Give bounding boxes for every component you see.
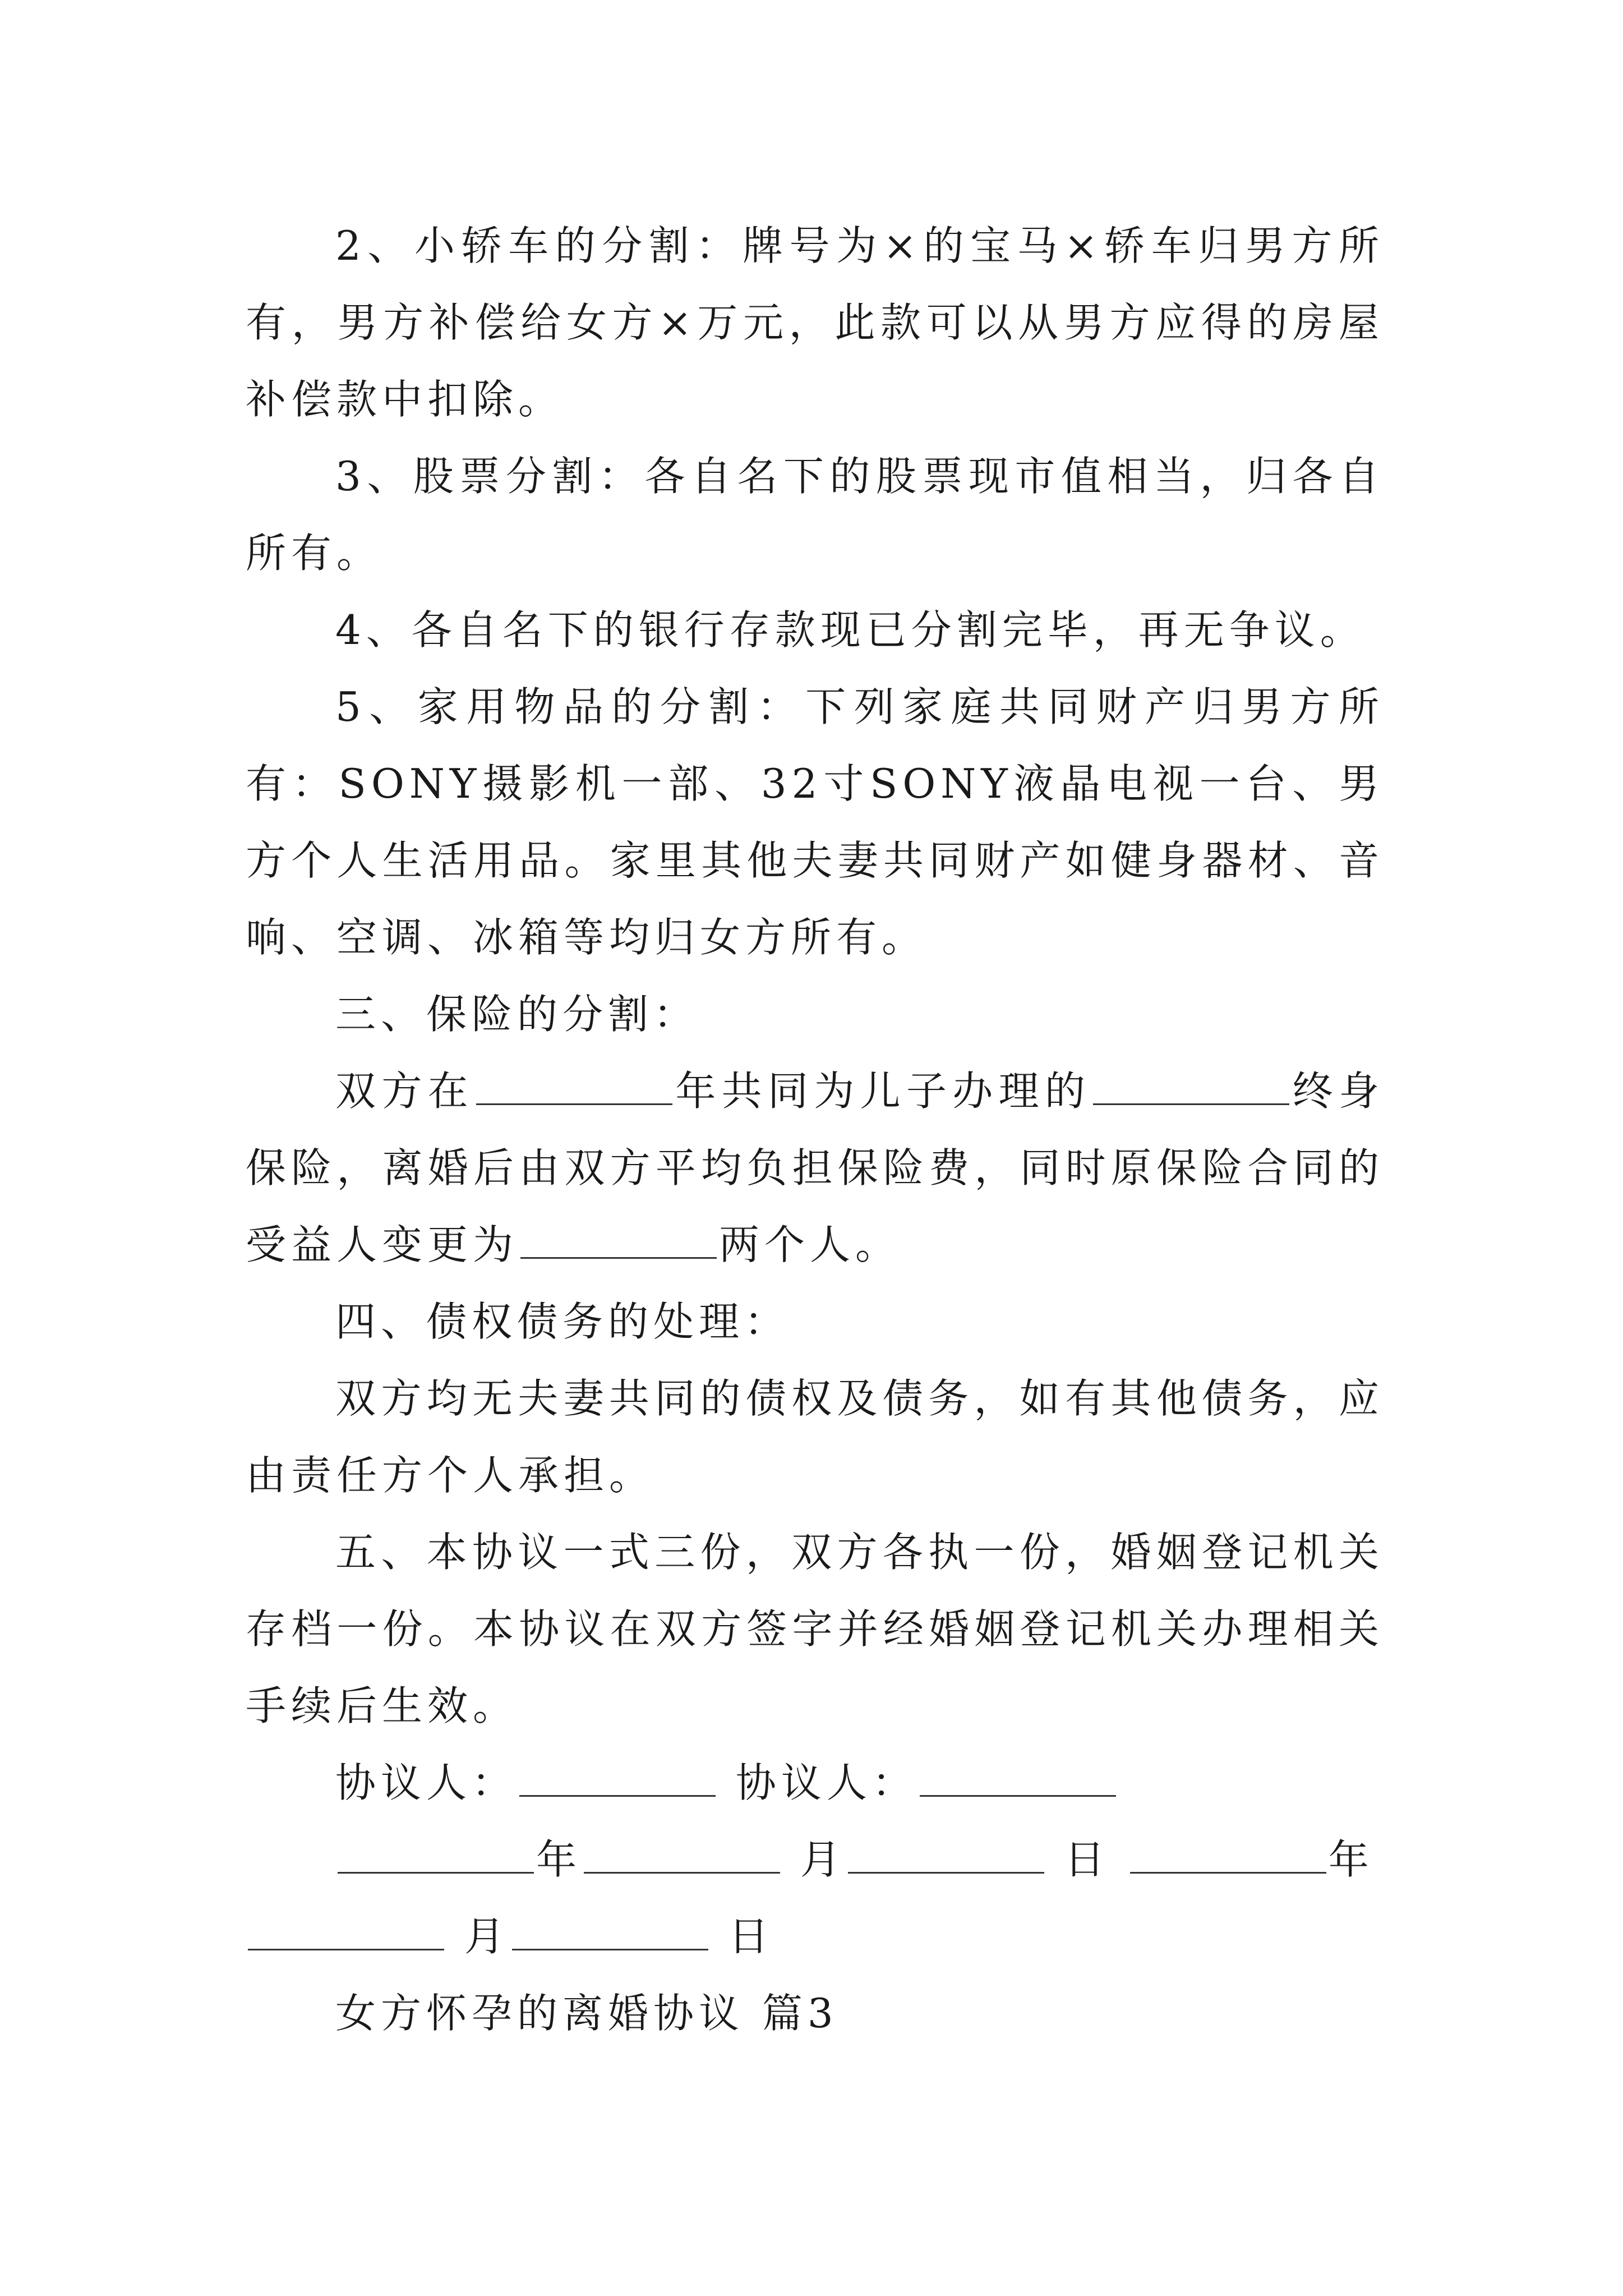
- signatory-label-2: 协议人：: [735, 1759, 917, 1806]
- paragraph-household-items: 5、家用物品的分割：下列家庭共同财产归男方所有：SONY摄影机一部、32寸SONY液晶电视一台、男方个人生活用品。家里其他夫妻共同财产如健身器材、音响、空调、冰箱等均归女方所有。: [246, 683, 1384, 961]
- blank-year-field: [476, 1070, 672, 1105]
- blank-signatory-2: [920, 1761, 1116, 1797]
- paragraph-car-division: 2、小轿车的分割：牌号为×的宝马×轿车归男方所有，男方补偿给女方×万元，此款可以从男方应得的房屋补偿款中扣除。: [246, 222, 1384, 423]
- paragraph-bank-deposit: 4、各自名下的银行存款现已分割完毕，再无争议。: [335, 606, 1366, 654]
- blank-signatory-1: [519, 1761, 716, 1797]
- blank-date-month-2: [248, 1915, 444, 1950]
- date-line-1: [246, 1821, 1384, 1898]
- insurance-text-4: 两个人。: [719, 1221, 901, 1268]
- blank-date-year-1: [338, 1838, 534, 1874]
- paragraph-debt: 双方均无夫妻共同的债权及债务，如有其他债务，应由责任方个人承担。: [246, 1375, 1384, 1499]
- insurance-text-3: 终身保险，离婚后由双方平均负担保险费，同时原保险合同的受益人变更为: [246, 1068, 1384, 1268]
- document-page: [246, 208, 1384, 2052]
- blank-date-day-1: [848, 1838, 1044, 1874]
- signatory-label-1: 协议人：: [335, 1759, 518, 1806]
- paragraph-insurance: [246, 1053, 1384, 1283]
- blank-date-month-1: [584, 1838, 780, 1874]
- date-day-label-2: 日: [728, 1913, 774, 1960]
- heading-debt: 四、债权债务的处理：: [335, 1298, 790, 1345]
- date-month-label-2: 月: [464, 1913, 510, 1960]
- date-line-2: [246, 1898, 1384, 1975]
- insurance-text-1: 双方在: [335, 1068, 474, 1115]
- heading-insurance: 三、保险的分割：: [335, 991, 699, 1038]
- date-year-label-1: 年: [536, 1836, 582, 1883]
- blank-date-day-2: [512, 1915, 708, 1950]
- blank-date-year-2: [1130, 1838, 1326, 1874]
- signature-line: [246, 1745, 1384, 1821]
- blank-insurance-name-field: [1093, 1070, 1289, 1105]
- date-day-label-1: 日: [1064, 1836, 1110, 1883]
- insurance-text-2: 年共同为儿子办理的: [675, 1068, 1091, 1115]
- blank-beneficiary-field: [520, 1223, 717, 1259]
- date-month-label-1: 月: [800, 1836, 846, 1883]
- date-year-label-2: 年: [1328, 1836, 1374, 1883]
- paragraph-stock-division: 3、股票分割：各自名下的股票现市值相当，归各自所有。: [246, 453, 1384, 577]
- paragraph-copies: 五、本协议一式三份，双方各执一份，婚姻登记机关存档一份。本协议在双方签字并经婚姻登记机关办理相关手续后生效。: [246, 1529, 1384, 1729]
- next-section-title: 女方怀孕的离婚协议 篇3: [335, 1990, 838, 2037]
